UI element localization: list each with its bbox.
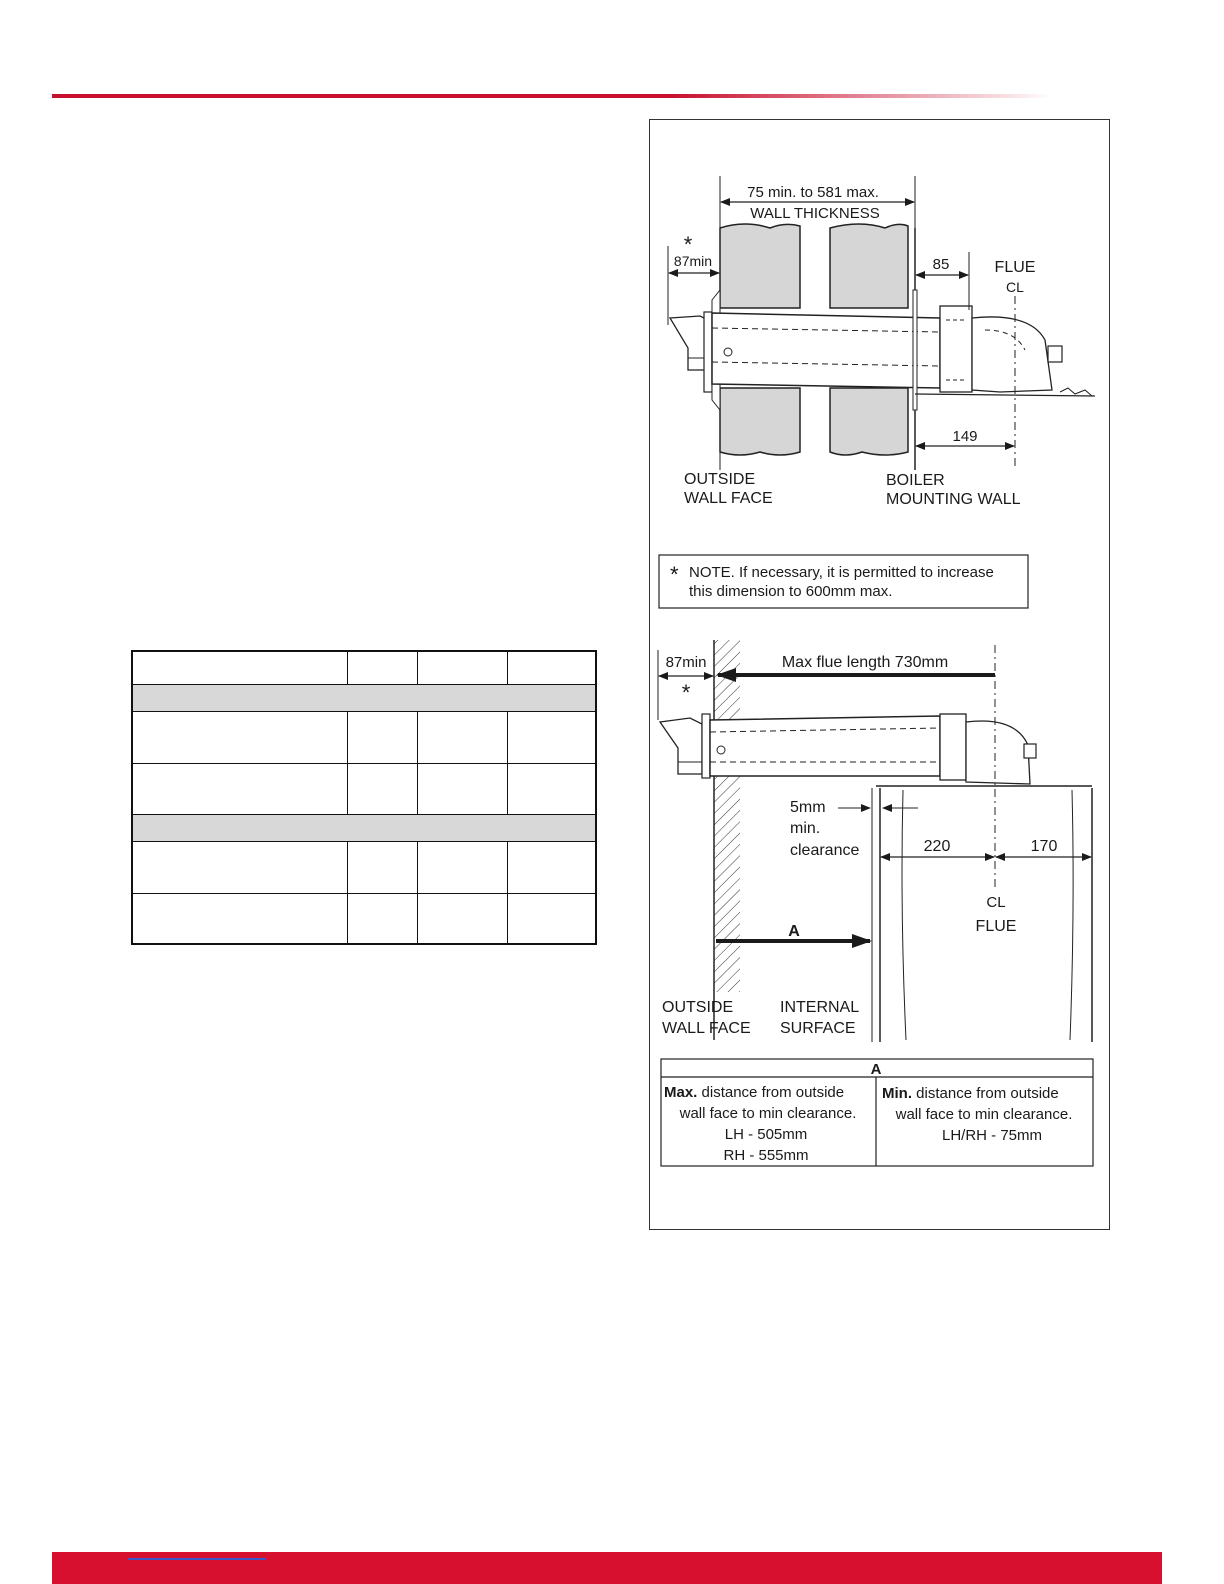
wall-block	[830, 224, 908, 308]
dim-220-label: 220	[923, 838, 951, 855]
asterisk-mark: *	[683, 232, 693, 257]
dim-149-label: 149	[952, 428, 978, 445]
table-a-min-value: LH/RH - 75mm	[941, 1127, 1043, 1144]
centre-line-symbol-top: CL	[1006, 279, 1024, 295]
arrow-a-label: A	[788, 923, 800, 940]
asterisk-mark-bottom: *	[681, 680, 691, 705]
table-a-min-line-1: Min. distance from outside	[882, 1085, 1059, 1102]
note-line-2: this dimension to 600mm max.	[689, 583, 893, 600]
dim-170-label: 170	[1030, 838, 1058, 855]
centre-line-symbol-bottom: CL	[986, 894, 1006, 911]
wall-block	[720, 224, 800, 308]
dim-85-label: 85	[932, 256, 950, 273]
min-projection-label-bottom: 87min	[665, 654, 707, 671]
table-a-max-line-1: Max. distance from outside	[664, 1084, 845, 1101]
footer-link-underline[interactable]	[128, 1558, 266, 1560]
min-projection-label: 87min	[673, 253, 713, 269]
note-box	[659, 555, 1028, 608]
outside-wall-face-label: WALL FACE	[684, 490, 773, 507]
note-line-1: NOTE. If necessary, it is permitted to increase	[689, 564, 994, 581]
max-flue-length-label: Max flue length 730mm	[781, 654, 949, 671]
table-a-max-line-2: wall face to min clearance.	[679, 1105, 857, 1122]
outside-wall-face-label-bottom: OUTSIDE	[662, 999, 734, 1016]
outside-wall-face-label-bottom: WALL FACE	[662, 1020, 751, 1037]
wall-block	[830, 388, 908, 455]
top-figure	[668, 176, 1095, 508]
clearance-label: min.	[790, 820, 821, 837]
flue-pipe-bottom	[710, 716, 940, 776]
table-a-min-line-2: wall face to min clearance.	[895, 1106, 1073, 1123]
wall-block	[720, 388, 800, 455]
boiler-mounting-wall-label: MOUNTING WALL	[886, 491, 1021, 508]
internal-surface-label: INTERNAL	[780, 999, 860, 1016]
outside-wall-face-label: OUTSIDE	[684, 471, 756, 488]
clearance-label: 5mm	[790, 799, 826, 816]
flue-label-bottom: FLUE	[975, 918, 1017, 935]
boiler-mounting-wall-label: BOILER	[886, 472, 945, 489]
wall-thickness-range: 75 min. to 581 max.	[747, 184, 879, 201]
table-a-header: A	[870, 1061, 882, 1078]
clearance-label: clearance	[790, 842, 860, 859]
table-a-max-lh: LH - 505mm	[724, 1126, 808, 1143]
flue-pipe	[712, 313, 940, 388]
note-asterisk: *	[670, 562, 679, 587]
table-a	[661, 1059, 1093, 1166]
internal-surface-label: SURFACE	[780, 1020, 856, 1037]
flue-label-top: FLUE	[994, 259, 1036, 276]
table-a-max-rh: RH - 555mm	[723, 1147, 809, 1164]
bottom-figure	[658, 640, 1092, 1042]
footer-bar	[52, 1552, 1162, 1584]
wall-thickness-label: WALL THICKNESS	[750, 205, 880, 222]
